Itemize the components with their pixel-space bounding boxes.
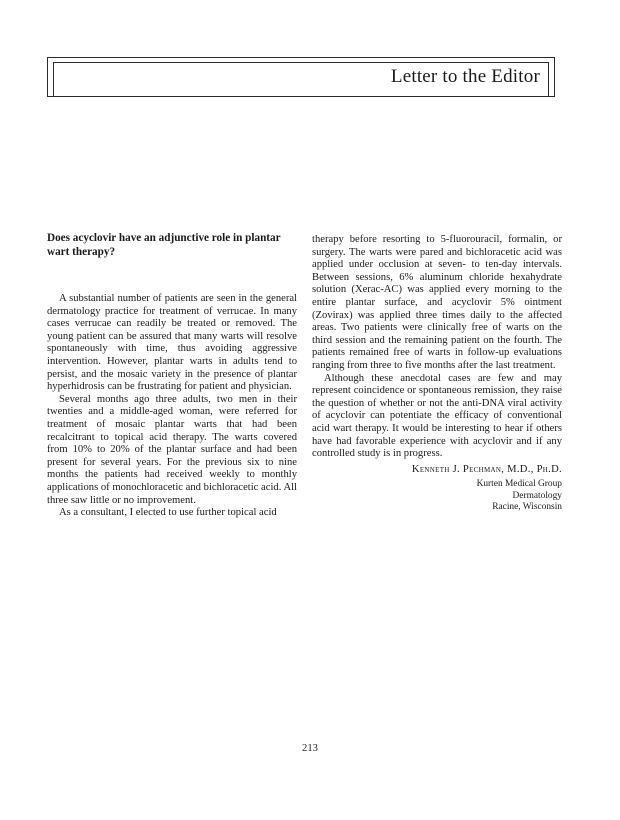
article-title: Does acyclovir have an adjunctive role in plantar wart therapy? (47, 232, 281, 258)
header-rule (53, 62, 549, 63)
author-affiliation (312, 479, 562, 514)
header-rule-left (53, 62, 54, 96)
affiliation-line: Racine, Wisconsin (492, 502, 562, 513)
section-header-box (47, 57, 555, 97)
section-title: Letter to the Editor (390, 66, 540, 87)
author-signature: Kenneth J. Pechman, M.D., Ph.D. (411, 463, 562, 475)
body-paragraph-3: As a consultant, I elected to use further topical acid (59, 507, 277, 519)
page-number: 213 (302, 743, 318, 754)
body-paragraph-4: Although these anecdotal cases are few and may represent coincidence or spontaneous remission, they raise the question of whether or not the anti-DNA viral activity of acyclovir can potentiate the efficacy of conventional acid wart therapy. It would be interesting to hear if others have had favorable experience with acyclovir and if any controlled study is in progress. (312, 372, 562, 460)
body-paragraph-1: A substantial number of patients are seen in the general dermatology practice for treatment of verrucae. In many cases verrucae can readily be treated or removed. The young patient can be assured that many warts will resolve spontaneously with time, thus avoiding aggressive intervention. However, plantar warts in adults tend to persist, and the mosaic variety in the presence of plantar hyperhidrosis can be frustrating for patient and physician. (47, 293, 297, 393)
affiliation-line: Dermatology (512, 490, 562, 501)
header-rule-right (548, 62, 549, 96)
body-paragraph-2: Several months ago three adults, two men in their twenties and a middle-aged woman, were referred for treatment of mosaic plantar warts that had been recalcitrant to topical acid therapy. The warts covered from 10% to 20% of the plantar surface and had been present for several years. For the previous six to nine months the patients had received weekly to monthly applications of monochloracetic and bichloracetic acid. All three saw little or no improvement. (47, 393, 297, 506)
affiliation-line: Kurten Medical Group (476, 479, 562, 490)
body-paragraph-3-continued: therapy before resorting to 5-fluorouracil, formalin, or surgery. The warts were pared and bichloracetic acid was applied under occlusion at seven- to ten-day intervals. Between sessions, 6% aluminum chloride hexahydrate solution (Xerac-AC) was applied every morning to the entire plantar surface, and acyclovir 5% ointment (Zovirax) was applied three times daily to the affected areas. Two patients were clinically free of warts on the third session and the remaining patient on the fourth. The patients remained free of warts in follow-up evaluations ranging from three to five months after the last treatment. (312, 234, 562, 371)
right-column (312, 234, 562, 514)
left-column (47, 232, 297, 520)
